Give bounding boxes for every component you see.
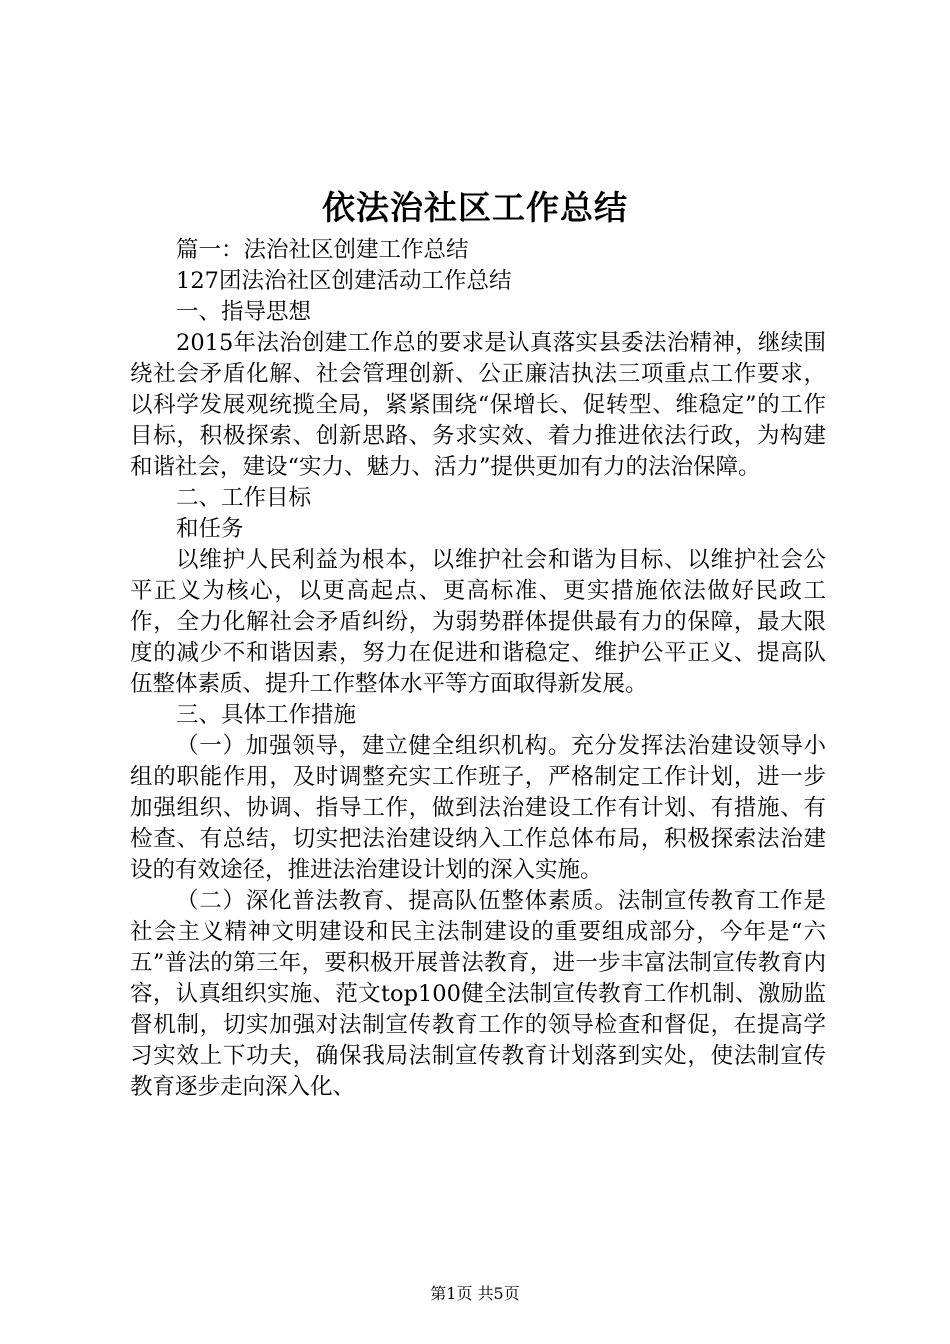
section-heading-measures: 三、具体工作措施: [176, 702, 357, 728]
document-body: [130, 235, 826, 1103]
page-number-footer: 第1页 共5页: [430, 1284, 520, 1303]
section-heading-tasks: 和任务: [176, 516, 244, 542]
section-heading-guiding-ideology: 一、指导思想: [176, 299, 312, 325]
section-heading-work-goals: 二、工作目标: [176, 485, 312, 511]
paragraph-measure-one: （一）加强领导，建立健全组织机构。充分发挥法治建设领导小组的职能作用，及时调整充实工作班子，严格制定工作计划，进一步加强组织、协调、指导工作，做到法治建设工作有计划、有措施、有检查、有总结，切实把法治建设纳入工作总体布局，积极探索法治建设的有效途径，推进法治建设计划的深入实施。: [130, 733, 826, 883]
paragraph-goals: 以维护人民利益为根本，以维护社会和谐为目标、以维护社会公平正义为核心，以更高起点、更高标准、更实措施依法做好民政工作，全力化解社会矛盾纠纷，为弱势群体提供最有力的保障，最大限度的减少不和谐因素，努力在促进和谐稳定、维护公平正义、提高队伍整体素质、提升工作整体水平等方面取得新发展。: [130, 547, 826, 697]
document-title: 依法治社区工作总结: [322, 188, 628, 227]
paragraph-subtitle: 127团法治社区创建活动工作总结: [176, 268, 512, 294]
paragraph-measure-two: （二）深化普法教育、提高队伍整体素质。法制宣传教育工作是社会主义精神文明建设和民主法制建设的重要组成部分，今年是“六五”普法的第三年，要积极开展普法教育，进一步丰富法制宣传教育内容，认真组织实施、范文top100健全法制宣传教育工作机制、激励监督机制，切实加强对法制宣传教育工作的领导检查和督促，在提高学习实效上下功夫，确保我局法制宣传教育计划落到实处，使法制宣传教育逐步走向深入化、: [130, 888, 826, 1100]
paragraph-part-heading: 篇一：法治社区创建工作总结: [176, 237, 469, 263]
paragraph-guiding-ideology: 2015年法治创建工作总的要求是认真落实县委法治精神，继续围绕社会矛盾化解、社会管理创新、公正廉洁执法三项重点工作要求，以科学发展观统揽全局，紧紧围绕“保增长、促转型、维稳定”的工作目标，积极探索、创新思路、务求实效、着力推进依法行政，为构建和谐社会，建设“实力、魅力、活力”提供更加有力的法治保障。: [130, 330, 826, 480]
